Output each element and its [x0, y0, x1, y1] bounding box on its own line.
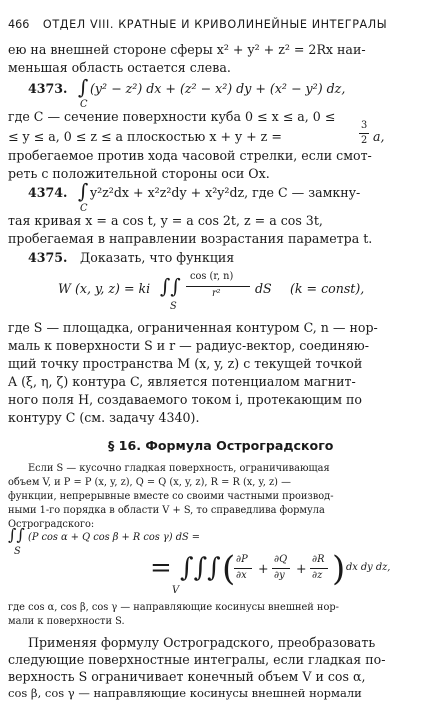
formula: (k = const), — [290, 281, 365, 296]
text-line: щий точку пространства M (x, y, z) с текущей точкой — [8, 356, 363, 371]
plus-sign: + — [258, 561, 269, 576]
fraction-bar — [359, 133, 369, 134]
formula: (y² − z²) dx + (z² − x²) dy + (x² − y²) dz, — [90, 81, 346, 96]
text-line: реть с положительной стороны оси Ox. — [8, 166, 270, 181]
formula: dS — [255, 281, 272, 296]
formula: y²z²dx + x²z²dy + x²y²dz, где C — замкну- — [90, 185, 361, 200]
text-line: Доказать, что функция — [80, 250, 235, 265]
text-line: ного поля H, создаваемого током i, протекающим по — [8, 392, 362, 407]
formula: dx dy dz, — [346, 562, 391, 573]
integral-subscript: C — [80, 99, 88, 110]
fraction-denominator: 2 — [361, 135, 368, 146]
text-line: верхность S ограничивает конечный объем V и cos α, — [8, 669, 366, 684]
text-line: ными 1-го порядка в области V + S, то справедлива формула — [8, 505, 325, 516]
text-line: контуру C (см. задачу 4340). — [8, 410, 200, 425]
plus-sign: + — [296, 561, 307, 576]
problem-number: 4374. — [28, 185, 68, 200]
fraction-numerator: ∂R — [312, 554, 325, 565]
text-line: Остроградского: — [8, 519, 95, 530]
fraction-bar — [310, 568, 328, 569]
text-line: объем V, и P = P (x, y, z), Q = Q (x, y, z), R = R (x, y, z) — — [8, 477, 291, 488]
text-line: пробегаемая в направлении возрастания параметра t. — [8, 231, 373, 246]
text-line: Применяя формулу Остроградского, преобразовать — [28, 635, 376, 650]
fraction-denominator: r² — [212, 288, 221, 299]
text-line: A (ξ, η, ζ) контура C, является потенциалом магнит- — [8, 374, 356, 389]
integral-subscript: V — [172, 585, 180, 596]
text-line: cos β, cos γ — направляющие косинусы внешней нормали — [8, 686, 362, 700]
triple-integral-sign: = ∫∫∫ — [150, 553, 221, 583]
text-line: ≤ y ≤ a, 0 ≤ z ≤ a плоскостью x + y + z = — [8, 129, 282, 144]
text-line: мали к поверхности S. — [8, 616, 125, 627]
integral-subscript: S — [170, 301, 177, 312]
fraction-bar — [234, 568, 252, 569]
text-line: функции, непрерывные вместе со своими частными производ- — [8, 491, 334, 502]
text-line: маль к поверхности S и r — радиус-вектор, соединяю- — [8, 338, 370, 353]
text-line: где cos α, cos β, cos γ — направляющие косинусы внешней нор- — [8, 602, 339, 613]
text-line: пробегаемое против хода часовой стрелки, если смот- — [8, 148, 372, 163]
fraction-numerator: ∂Q — [274, 554, 288, 565]
text-line: где S — площадка, ограниченная контуром C, n — нор- — [8, 320, 378, 335]
formula: W (x, y, z) = ki — [58, 281, 151, 296]
fraction-bar — [272, 568, 290, 569]
text-line: Если S — кусочно гладкая поверхность, ограничивающая — [28, 463, 330, 474]
page-header — [8, 18, 387, 31]
double-integral-sign: ∫∫ — [160, 274, 181, 298]
fraction-numerator: cos (r, n) — [190, 271, 234, 282]
integral-subscript: C — [80, 203, 88, 214]
page-number: 466 — [8, 18, 30, 31]
integral-sign: ∫ — [78, 179, 89, 203]
formula: (P cos α + Q cos β + R cos γ) dS = — [28, 532, 200, 543]
fraction-bar — [186, 286, 250, 287]
integral-sign: ∫ — [78, 75, 89, 99]
text-line: меньшая область остается слева. — [8, 60, 231, 75]
text-line: следующие поверхностные интегралы, если гладкая по- — [8, 652, 386, 667]
fraction-numerator: 3 — [361, 120, 368, 131]
fraction-denominator: ∂y — [274, 570, 285, 581]
text-line: где C — сечение поверхности куба 0 ≤ x ≤ a, 0 ≤ — [8, 109, 336, 124]
double-integral-sign: ∫∫ — [8, 525, 25, 544]
text-line: ею на внешней стороне сферы x² + y² + z² = 2Rx наи- — [8, 42, 366, 57]
fraction-denominator: ∂x — [236, 570, 247, 581]
problem-number: 4373. — [28, 81, 68, 96]
running-header: ОТДЕЛ VIII. КРАТНЫЕ И КРИВОЛИНЕЙНЫЕ ИНТЕГРАЛЫ — [42, 18, 388, 31]
integral-subscript: S — [14, 546, 21, 557]
fraction-denominator: ∂z — [312, 570, 323, 581]
formula: a, — [373, 129, 385, 144]
close-parenthesis: ) — [332, 549, 346, 589]
problem-number: 4375. — [28, 250, 68, 265]
text-line: тая кривая x = a cos t, y = a cos 2t, z = a cos 3t, — [8, 213, 323, 228]
section-heading: § 16. Формула Остроградского — [108, 438, 334, 453]
open-parenthesis: ( — [222, 549, 236, 589]
fraction-numerator: ∂P — [236, 554, 248, 565]
